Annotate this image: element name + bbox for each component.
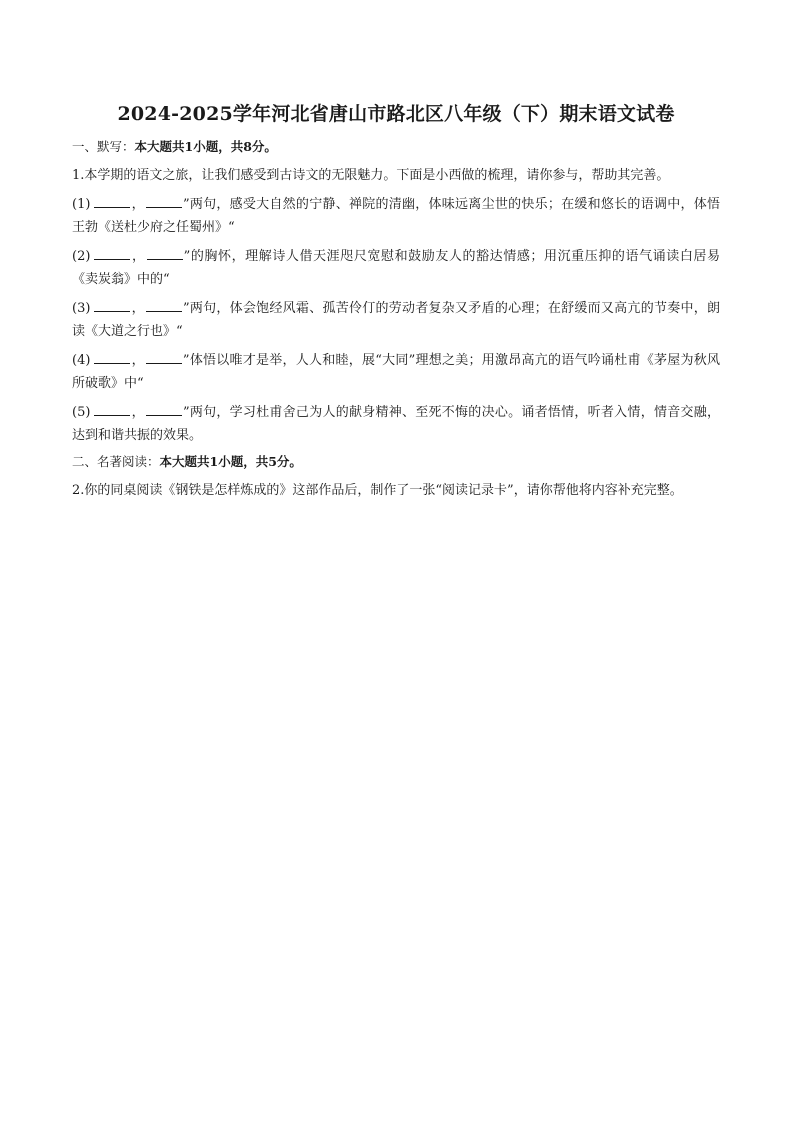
section-2-info: 本大题共1小题，共5分。 <box>159 454 302 469</box>
item-separator: ， <box>131 405 145 420</box>
question-2-text: 2.你的同桌阅读《钢铁是怎样炼成的》这部作品后，制作了一张“阅读记录卡”，请你帮他将内容补充完整。 <box>72 483 683 498</box>
item-number: (2) <box>72 249 91 264</box>
answer-blank[interactable] <box>146 298 182 312</box>
item-number: (4) <box>72 353 91 368</box>
item-separator: ， <box>131 249 146 264</box>
item-separator: ， <box>131 301 145 316</box>
answer-blank[interactable] <box>94 402 130 416</box>
question-1-item-2 <box>72 245 720 291</box>
answer-blank[interactable] <box>146 402 182 416</box>
item-text: ”两句，学习杜甫舍己为人的献身精神、至死不悔的决心。诵者悟情，听者入情，情音交融，达到和谐共振的效果。 <box>72 405 720 443</box>
section-2-prefix: 二、名著阅读： <box>72 454 160 469</box>
question-1-item-4 <box>72 349 720 395</box>
question-1-item-5 <box>72 401 720 447</box>
item-text: ”体悟以唯才是举，人人和睦，展“大同”理想之美；用激昂高亢的语气吟诵杜甫《茅屋为秋风所破歌》中“ <box>72 353 720 391</box>
answer-blank[interactable] <box>94 194 130 208</box>
question-1-item-3 <box>72 297 720 343</box>
question-1-item-1 <box>72 193 720 239</box>
section-heading-2 <box>72 453 720 471</box>
item-separator: ， <box>131 197 145 212</box>
answer-blank[interactable] <box>147 246 183 260</box>
answer-blank[interactable] <box>94 298 130 312</box>
answer-blank[interactable] <box>146 194 182 208</box>
exam-title: 2024-2025学年河北省唐山市路北区八年级（下）期末语文试卷 <box>117 103 675 125</box>
item-separator: ， <box>131 353 145 368</box>
item-number: (3) <box>72 301 91 316</box>
section-heading-1 <box>72 138 720 156</box>
item-text: ”两句，体会饱经风霜、孤苦伶仃的劳动者复杂又矛盾的心理；在舒缓而又高亢的节奏中，朗读《大道之行也》“ <box>72 301 720 339</box>
item-number: (1) <box>72 197 91 212</box>
question-1-intro: 1.本学期的语文之旅，让我们感受到古诗文的无限魅力。下面是小西做的梳理，请你参与，帮助其完善。 <box>72 168 670 183</box>
exam-page <box>72 100 720 508</box>
answer-blank[interactable] <box>146 350 182 364</box>
item-text: ”的胸怀，理解诗人借天涯咫尺宽慰和鼓励友人的豁达情感；用沉重压抑的语气诵读白居易《卖炭翁》中的“ <box>72 249 720 287</box>
item-number: (5) <box>72 405 91 420</box>
answer-blank[interactable] <box>94 246 130 260</box>
section-1-prefix: 一、默写： <box>72 139 135 154</box>
item-text: ”两句，感受大自然的宁静、禅院的清幽，体味远离尘世的快乐；在缓和悠长的语调中，体悟王勃《送杜少府之任蜀州》“ <box>72 197 720 235</box>
section-1-info: 本大题共1小题，共8分。 <box>134 139 277 154</box>
answer-blank[interactable] <box>94 350 130 364</box>
